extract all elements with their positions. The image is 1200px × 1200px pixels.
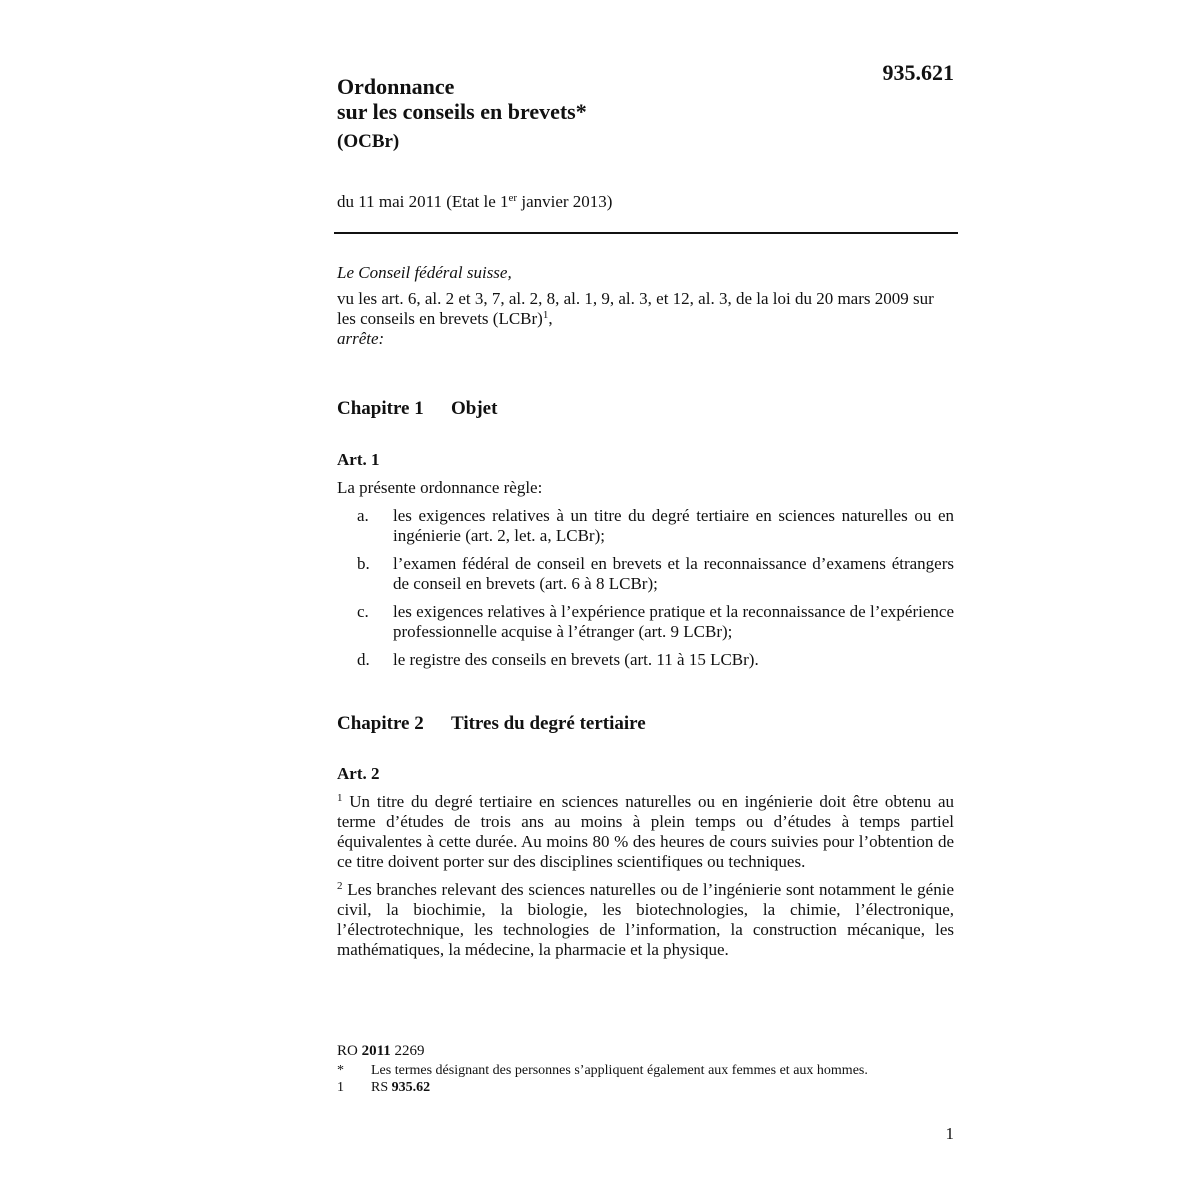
list-item-label: a. [357,506,369,525]
art-1-intro: La présente ordonnance règle: [337,478,543,497]
list-item-text: le registre des conseils en brevets (art. 11 à 15 LCBr). [393,650,759,669]
title-line-2: sur les conseils en brevets* [337,99,587,124]
footnote-text [371,1079,430,1096]
footer-notes [337,1043,954,1096]
list-item [337,650,954,670]
list-item-text: l’examen fédéral de conseil en brevets et la reconnaissance d’examens étrangers de conseil en brevets (art. 6 à 8 LCBr); [393,554,954,593]
date-line [337,192,612,212]
list-item [337,602,954,642]
source-year: 2011 [361,1043,391,1059]
art-2-body [337,792,954,968]
page-number: 1 [945,1124,954,1143]
doc-number: 935.621 [882,60,954,85]
header-divider [334,232,958,234]
list-item-text: les exigences relatives à l’expérience pratique et la reconnaissance de l’expérience professionnelle acquise à l’étranger (art. 9 LCBr); [393,602,954,641]
footnote-mark: 1 [337,1080,344,1095]
art-1-list [337,506,954,670]
chapter-2-number: Chapitre 2 [337,713,424,734]
art-1-heading: Art. 1 [337,450,380,469]
paragraph-text: Les branches relevant des sciences naturelles ou de l’ingénierie sont notamment le génie civil, la biochimie, la biologie, les biotechnologies, la chimie, l’électronique, l’électrotechnique, les technologies de l’information, la construction mécanique, les mathématiques, la médecine, la pharmacie et la physique. [337,880,954,959]
art-2-paragraph-2 [337,880,954,960]
footnote-bold-ref[interactable]: 935.62 [391,1080,431,1095]
footnote-ref-1[interactable]: 1 [542,309,549,321]
title-line-1: Ordonnance [337,74,455,99]
source-prefix: RO [337,1043,362,1059]
list-item-label: d. [357,650,370,669]
list-item-label: b. [357,554,370,573]
list-item [337,506,954,546]
preamble-decree: arrête: [337,329,385,348]
preamble [337,263,954,349]
preamble-basis-text: vu les art. 6, al. 2 et 3, 7, al. 2, 8, al. 1, 9, al. 3, et 12, al. 3, de la loi du 20 mars 2009 sur les conseils en brevets (LCBr) [337,289,934,328]
footnote-mark: * [337,1063,344,1078]
footnote-body: RS [371,1080,392,1095]
chapter-2-heading [337,713,646,735]
list-item-text: les exigences relatives à un titre du degré tertiaire en sciences naturelles ou en ingénierie (art. 2, let. a, LCBr); [393,506,954,545]
page-title [337,74,587,154]
footnote [337,1062,954,1079]
preamble-basis [337,289,954,329]
title-abbreviation: (OCBr) [337,131,400,152]
footnote [337,1079,954,1096]
chapter-1-title: Objet [451,398,498,419]
paragraph-number: 1 [337,792,343,804]
source-reference [337,1043,954,1060]
chapter-1-heading [337,398,497,420]
paragraph-number: 2 [337,880,343,892]
art-2-paragraph-1 [337,792,954,872]
list-item-label: c. [357,602,369,621]
date-suffix: janvier 2013) [517,192,613,211]
paragraph-text: Un titre du degré tertiaire en sciences naturelles ou en ingénierie doit être obtenu au terme d’études de trois ans au moins à plein temps ou d’études à temps partiel équivalentes à cette durée. Au moins 80 % des heures de cours suivies pour l’obtention de ce titre doivent porter sur des disciplines scientifiques ou techniques. [337,792,954,871]
source-page: 2269 [390,1043,425,1059]
art-1-body [337,478,954,678]
list-item [337,554,954,594]
art-2-heading: Art. 2 [337,764,380,783]
preamble-authority: Le Conseil fédéral suisse, [337,263,512,282]
footnote-text [371,1062,868,1079]
date-prefix: du 11 mai 2011 (Etat le 1 [337,192,509,211]
chapter-2-title: Titres du degré tertiaire [451,713,646,734]
footnote-body: Les termes désignant des personnes s’appliquent également aux femmes et aux hommes. [371,1063,868,1078]
chapter-1-number: Chapitre 1 [337,398,424,419]
preamble-basis-end: , [548,309,553,328]
date-superscript: er [508,192,518,204]
